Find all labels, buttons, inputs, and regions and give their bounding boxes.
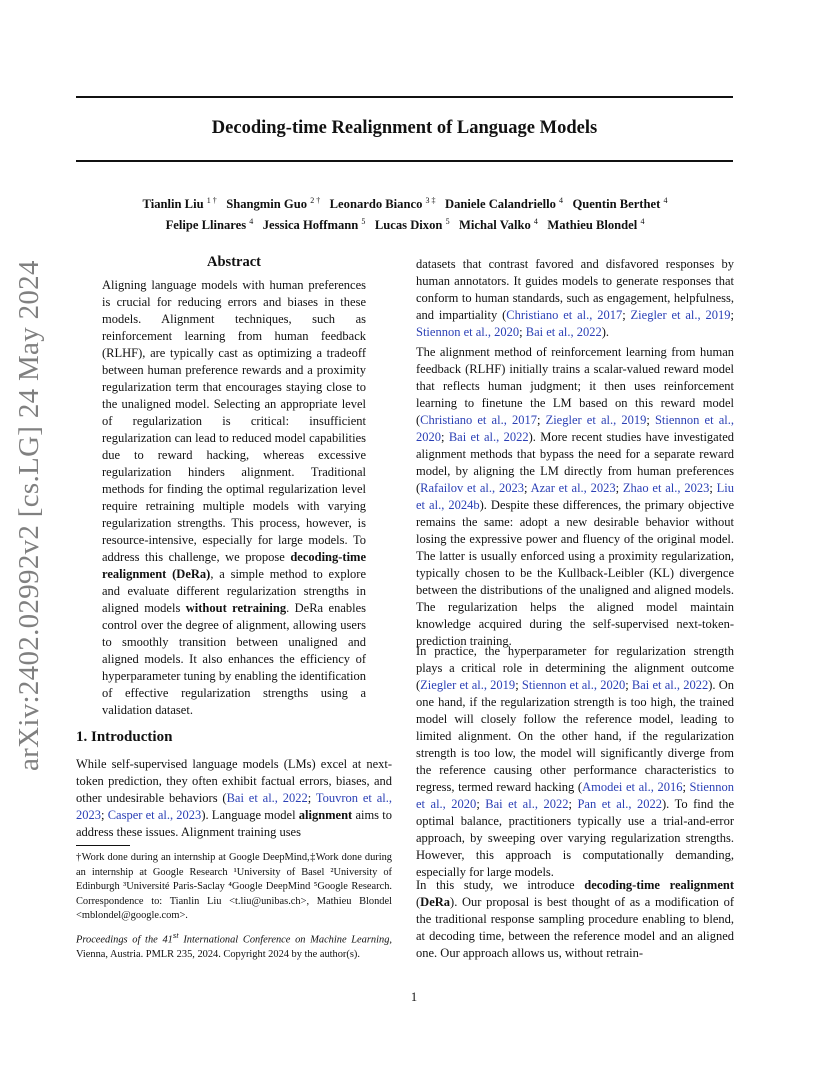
author-line-1 (60, 192, 750, 213)
intro-paragraph: While self-supervised language models (LMs) excel at next-token prediction, they often exhibit factual errors, biases, and other undesirable behaviors (Bai et al., 2022; Touvron et al., 2023; Casper et al., 2023). Language model alignment aims to address these issues. Alignment training uses (76, 757, 393, 839)
citation-link[interactable]: Pan et al., 2022 (577, 797, 663, 811)
citation-link[interactable]: Azar et al., 2023 (530, 481, 616, 495)
author: Michal Valko $^4$ (459, 217, 538, 233)
citation-link[interactable]: Christiano et al., 2017 (506, 308, 623, 322)
author-list (60, 192, 750, 234)
citation-link[interactable]: Casper et al., 2023 (107, 808, 202, 822)
author: Tianlin Liu $^{1 \dagger}$ (142, 196, 217, 212)
body-paragraph: In practice, the hyperparameter for regularization strength plays a critical role in determining the alignment outcome (Ziegler et al., 2019; Stiennon et al., 2020; Bai et al., 2022). On one hand, if the regularization strength is too high, the trained model will closely follow the reference model, leading to limited alignment. On the other hand, if the regularization strength is too low, the model will significantly diverge from the reference causing other performance characteristics to regress, termed reward hacking (Amodei et al., 2016; Stiennon et al., 2020; Bai et al., 2022; Pan et al., 2022). To find the optimal balance, practitioners typically use a trial-and-error approach, by sweeping over varying regularization strengths. However, this approach is computationally demanding, especially for large models. (416, 644, 735, 879)
body-paragraph: datasets that contrast favored and disfavored responses by human annotators. It guides models to generate responses that conform to human standards, such as engagement, helpfulness, and impartiality (Christiano et al., 2017; Ziegler et al., 2019; Stiennon et al., 2020; Bai et al., 2022). (416, 257, 734, 339)
citation-link[interactable]: Bai et al., 2022 (226, 791, 308, 805)
proceedings-note: Proceedings of the 41st International Conference on Machine Learning, Vienna, Austria. PMLR 235, 2024. Copyright 2024 by the author(s). (76, 930, 392, 960)
body-paragraph: The alignment method of reinforcement learning from human feedback (RLHF) initially trains a scalar-valued reward model that reflects human judgment; it then uses reinforcement learning to finetune the LM based on this reward model (Christiano et al., 2017; Ziegler et al., 2019; Stiennon et al., 2020; Bai et al., 2022). More recent studies have investigated alignment methods that bypass the need for a separate reward model, by aligning the LM directly from human preferences (Rafailov et al., 2023; Azar et al., 2023; Zhao et al., 2023; Liu et al., 2024b). Despite these differences, the primary objective remains the same: adopt a new desirable behavior without losing the expressive power and fluency of the original model. The latter is usually enforced using a proximity regularization, typically chosen to be the Kullback-Leibler (KL) divergence between the distributions of the unaligned and aligned models. The regularization helps the aligned model maintain knowledge acquired during the self-supervised next-token-prediction training. (416, 345, 734, 648)
citation-link[interactable]: Stiennon et al., 2020 (521, 678, 626, 692)
arxiv-identifier: arXiv:2402.02992v2 [cs.LG] 24 May 2024 (13, 260, 45, 771)
author: Mathieu Blondel $^4$ (547, 217, 645, 233)
citation-link[interactable]: Christiano et al., 2017 (420, 413, 537, 427)
abstract-body: Aligning language models with human preferences is crucial for reducing errors and biases in these models. Alignment techniques, such as reinforcement learning from human feedback (RLHF), are typically cast as optimizing a tradeoff between human preference rewards and a proximity regularization term that encourages staying close to the unaligned model. Selecting an appropriate level of regularization is critical: insufficient regularization can lead to reduced model capabilities due to reward hacking, whereas excessive regularization hinders alignment. Traditional methods for finding the optimal regularization level require retraining multiple models with varying regularization strengths. This process, however, is resource-intensive, especially for large models. To address this challenge, we propose decoding-time realignment (DeRa), a simple method to explore and evaluate different regularization strengths in aligned models without retraining. DeRa enables control over the degree of alignment, allowing users to smoothly transition between unaligned and aligned models. It also enhances the efficiency of hyperparameter tuning by enabling the identification of effective regularization strengths using a validation dataset. (102, 278, 367, 717)
body-paragraph: In this study, we introduce decoding-time realignment (DeRa). Our proposal is best thought of as a modification of the traditional response sampling procedure enabling to blend, at decoding time, between the reference model and an aligned one. Our approach allows us, without retrain- (416, 878, 734, 960)
title-bottom-rule (76, 160, 733, 162)
author: Leonardo Bianco $^{3 \ddagger}$ (329, 196, 436, 212)
citation-link[interactable]: Bai et al., 2022 (485, 797, 569, 811)
author: Daniele Calandriello $^4$ (444, 196, 564, 212)
citation-link[interactable]: Bai et al., 2022 (448, 430, 529, 444)
citation-link[interactable]: Liu et al., 2024b (416, 481, 734, 512)
citation-link[interactable]: Amodei et al., 2016 (582, 780, 683, 794)
citation-link[interactable]: Stiennon et al., 2020 (416, 780, 734, 811)
author: Quentin Berthet $^4$ (572, 196, 668, 212)
citation-link[interactable]: Ziegler et al., 2019 (630, 308, 731, 322)
page-number: 1 (410, 990, 418, 1004)
author: Shangmin Guo $^{2 \dagger}$ (226, 196, 321, 212)
citation-link[interactable]: Ziegler et al., 2019 (545, 413, 647, 427)
citation-link[interactable]: Bai et al., 2022 (631, 678, 709, 692)
citation-link[interactable]: Bai et al., 2022 (525, 325, 602, 339)
footnote-rule (76, 845, 130, 846)
paper-title: Decoding-time Realignment of Language Models (211, 118, 598, 138)
citation-link[interactable]: Ziegler et al., 2019 (420, 678, 516, 692)
citation-link[interactable]: Rafailov et al., 2023 (420, 481, 524, 495)
footnote: †Work done during an internship at Google DeepMind,‡Work done during an internship at Google Research ¹University of Basel ²University of Edinburgh ³Université Paris-Saclay ⁴Google DeepMind ⁵Google Research. Correspondence to: Tianlin Liu <t.liu@unibas.ch>, Mathieu Blondel <mblondel@google.com>. (76, 852, 392, 921)
author: Felipe Llinares $^4$ (165, 217, 254, 233)
section-heading-introduction: 1. Introduction (76, 729, 173, 745)
citation-link[interactable]: Touvron et al., 2023 (76, 791, 393, 822)
author-line-2 (60, 213, 750, 234)
author: Jessica Hoffmann $^5$ (262, 217, 366, 233)
author: Lucas Dixon $^5$ (374, 217, 450, 233)
abstract-heading: Abstract (207, 254, 261, 270)
citation-link[interactable]: Stiennon et al., 2020 (416, 413, 734, 444)
title-top-rule (76, 96, 733, 98)
citation-link[interactable]: Zhao et al., 2023 (622, 481, 710, 495)
citation-link[interactable]: Stiennon et al., 2020 (416, 325, 520, 339)
